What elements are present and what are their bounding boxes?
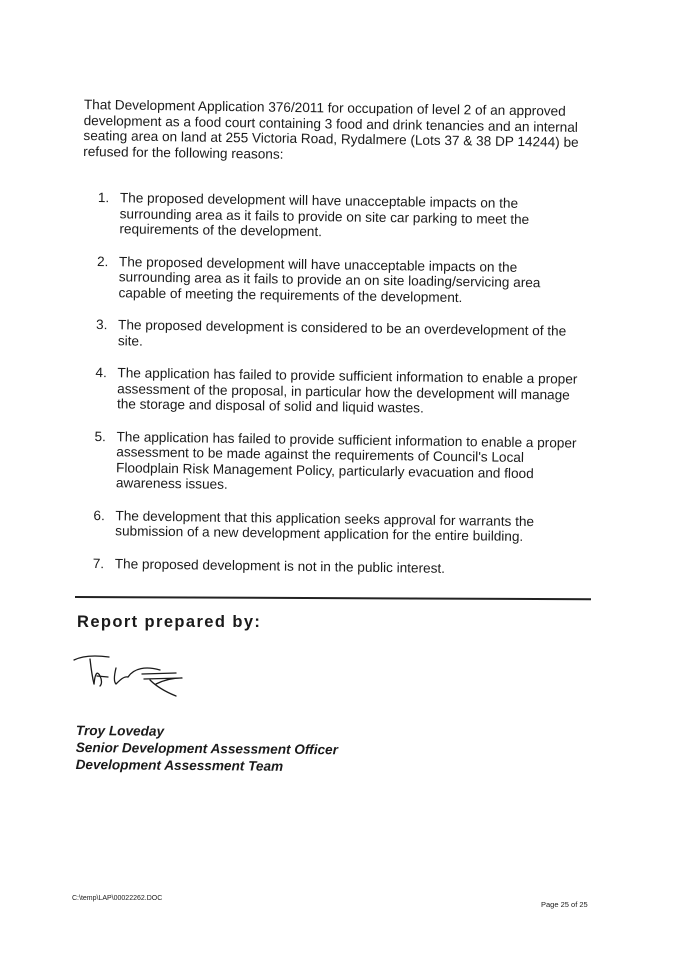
- list-text: The proposed development will have unacceptable impacts on the surrounding area as it fails to provide on site car parking to meet the requirements of the development.: [119, 190, 530, 240]
- list-text: The application has failed to provide sufficient information to enable a proper assessment of the proposal, in particular how the development will manage the storage and disposal of solid and liquid wastes.: [116, 365, 578, 416]
- list-number: 6.: [93, 507, 105, 523]
- footer-file-path: C:\temp\LAP\00022262.DOC: [72, 895, 163, 902]
- list-item: [96, 317, 588, 355]
- list-item: [97, 190, 590, 243]
- list-item: [94, 428, 587, 497]
- handwritten-signature: [64, 646, 214, 706]
- list-number: 2.: [96, 253, 109, 269]
- footer-page-number: Page 25 of 25: [541, 900, 588, 909]
- reasons-list: [92, 190, 590, 595]
- list-text: The proposed development is considered to be an overdevelopment of the site.: [117, 317, 567, 349]
- list-number: 3.: [96, 316, 108, 333]
- report-heading: Report prepared by:: [77, 613, 262, 631]
- list-item: [95, 365, 588, 418]
- list-number: 7.: [92, 555, 105, 571]
- resolution-paragraph: That Development Application 376/2011 for occupation of level 2 of an approved development as a food court containing 3 food and drink tenancies and an internal seating area on land at 255 Victoria Road, Rydalmere (Lots 37 & 38 DP 14244) be refused for the following reasons:: [83, 97, 579, 162]
- list-item: [93, 555, 585, 577]
- list-text: The proposed development is not in the public interest.: [114, 555, 446, 576]
- list-number: 1.: [97, 190, 110, 206]
- list-number: 4.: [95, 364, 107, 381]
- signatory-team: Development Assessment Team: [75, 756, 284, 774]
- list-text: The proposed development will have unacceptable impacts on the surrounding area as it fails to provide an on site loading/servicing area capable of meeting the requirements of the development.: [118, 253, 541, 305]
- list-number: 5.: [94, 428, 107, 444]
- list-item: [93, 507, 585, 545]
- list-text: The application has failed to provide sufficient information to enable a proper assessment to be made against the requirements of Council's Local Floodplain Risk Management Policy, particularly evacuation and flood awareness issues.: [115, 428, 577, 492]
- list-text: The development that this application seeks approval for warrants the submission of a new development application for the entire building.: [115, 507, 535, 544]
- signatory-name: Troy Loveday: [75, 722, 165, 739]
- horizontal-divider: [75, 596, 591, 600]
- signatory-block: [76, 722, 339, 775]
- signatory-title: Senior Development Assessment Officer: [75, 739, 338, 758]
- list-item: [96, 253, 589, 306]
